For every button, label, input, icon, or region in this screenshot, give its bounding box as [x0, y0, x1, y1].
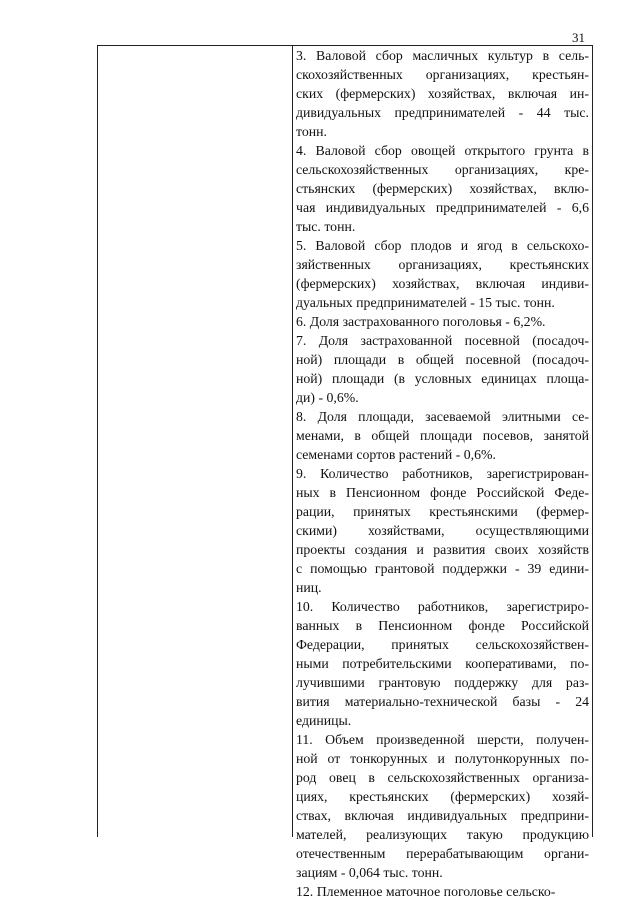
list-item — [296, 597, 589, 730]
text-line: ных в Пенсионном фонде Российской Феде- — [296, 485, 589, 500]
page-number: 31 — [572, 30, 585, 45]
text-line: ной от тонкорунных и полутонкорунных по- — [296, 751, 589, 766]
text-line: 11. Объем произведенной шерсти, получен- — [296, 732, 589, 747]
text-line: 5. Валовой сбор плодов и ягод в сельскохо- — [296, 238, 589, 253]
list-item — [296, 882, 589, 901]
text-line: сельскохозяйственных организациях, кре- — [296, 162, 589, 177]
text-line: тонн. — [296, 124, 327, 139]
text-line: циях, крестьянских (фермерских) хозяй- — [296, 789, 589, 804]
text-line: рации, принятых крестьянскими (фермер- — [296, 504, 589, 519]
text-line: ными потребительскими кооперативами, по- — [296, 656, 589, 671]
text-line: Федерации, принятых сельскохозяйствен- — [296, 637, 589, 652]
text-line: дуальных предпринимателей - 15 тыс. тонн. — [296, 295, 555, 310]
list-item — [296, 141, 589, 236]
list-item — [296, 46, 589, 141]
table-right-column — [293, 46, 592, 899]
list-item — [296, 464, 589, 597]
list-item — [296, 730, 589, 882]
document-table — [97, 45, 593, 899]
text-line: стьянских (фермерских) хозяйствах, вклю- — [296, 181, 589, 196]
text-line: ной) площади в общей посевной (посадоч- — [296, 352, 589, 367]
text-line: 6. Доля застрахованного поголовья - 6,2%. — [296, 314, 546, 329]
text-line: 8. Доля площади, засеваемой элитными се- — [296, 409, 589, 424]
text-line: 7. Доля застрахованной посевной (посадоч- — [296, 333, 589, 348]
text-line: тыс. тонн. — [296, 219, 356, 234]
text-line: единицы. — [296, 713, 352, 728]
text-line: с помощью грантовой поддержки - 39 едини- — [296, 561, 589, 576]
text-line: вития материально-технической базы - 24 — [296, 694, 589, 709]
list-item — [296, 312, 589, 331]
text-line: 12. Племенное маточное поголовье сельско- — [296, 884, 556, 899]
text-line: 9. Количество работников, зарегистрирован- — [296, 466, 589, 481]
text-line: 4. Валовой сбор овощей открытого грунта в — [296, 143, 589, 158]
text-line: лучившими грантовую поддержку для раз- — [296, 675, 589, 690]
text-line: ствах, включая индивидуальных предприни- — [296, 808, 589, 823]
text-line: скохозяйственных организациях, крестьян- — [296, 67, 589, 82]
table-left-column — [98, 46, 293, 837]
list-item — [296, 236, 589, 312]
text-line: 3. Валовой сбор масличных культур в сель- — [296, 48, 589, 63]
text-line: зациям - 0,064 тыс. тонн. — [296, 865, 443, 880]
text-line: ди) - 0,6%. — [296, 390, 359, 405]
text-line: ной) площади (в условных единицах площа- — [296, 371, 589, 386]
text-line: ниц. — [296, 580, 322, 595]
text-line: мателей, реализующих такую продукцию — [296, 827, 589, 842]
text-line: 10. Количество работников, зарегистриро- — [296, 599, 589, 614]
text-line: ванных в Пенсионном фонде Российской — [296, 618, 589, 633]
text-line: проекты создания и развития своих хозяйств — [296, 542, 589, 557]
text-line: семенами сортов растений - 0,6%. — [296, 447, 496, 462]
text-line: (фермерских) хозяйствах, включая индиви- — [296, 276, 589, 291]
list-item — [296, 407, 589, 464]
text-line: ских (фермерских) хозяйствах, включая ин- — [296, 86, 589, 101]
text-line: зяйственных организациях, крестьянских — [296, 257, 589, 272]
text-line: менами, в общей площади посевов, занятой — [296, 428, 589, 443]
text-line: дивидуальных предпринимателей - 44 тыс. — [296, 105, 589, 120]
text-line: чая индивидуальных предпринимателей - 6,6 — [296, 200, 589, 215]
text-line: скими) хозяйствами, осуществляющими — [296, 523, 589, 538]
text-line: род овец в сельскохозяйственных организа- — [296, 770, 589, 785]
list-item — [296, 331, 589, 407]
text-line: отечественным перерабатывающим органи- — [296, 846, 589, 861]
